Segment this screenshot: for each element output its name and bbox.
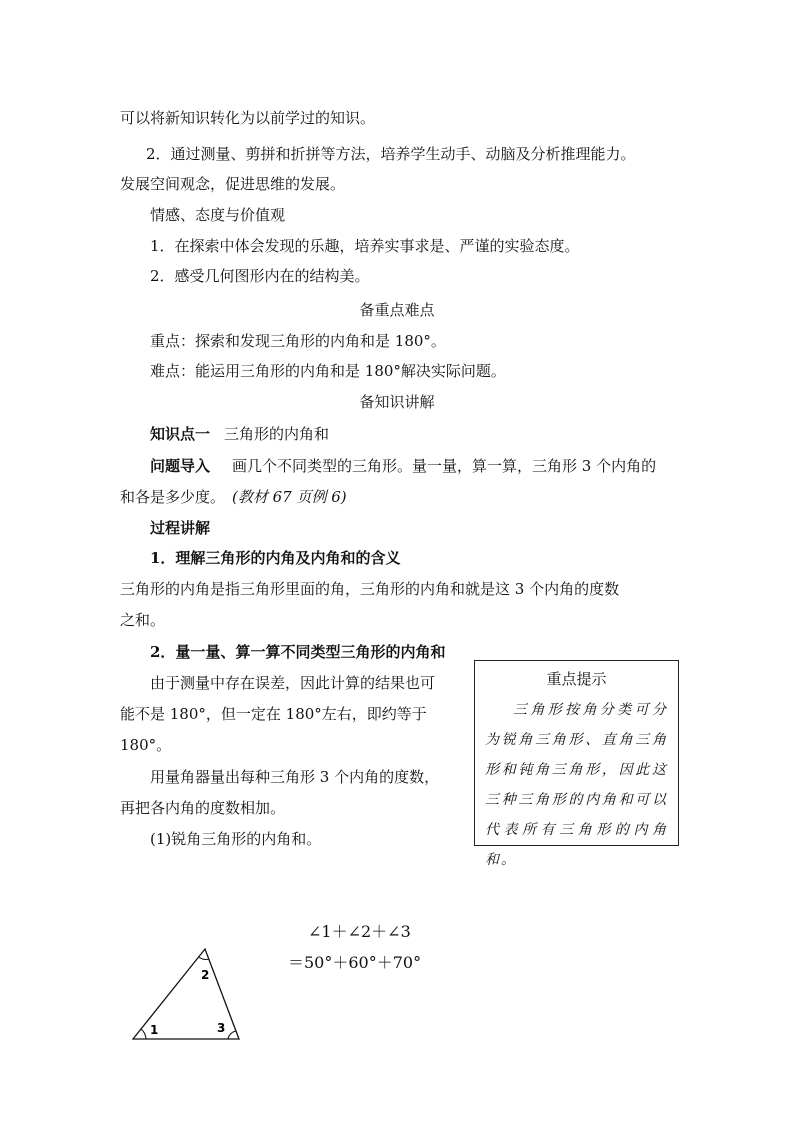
text-line: 能不是 180°，但一定在 180°左右，即约等于 bbox=[120, 705, 427, 723]
question-label: 问题导入 bbox=[150, 457, 211, 475]
textbook-reference: (教材 67 页例 6) bbox=[232, 488, 347, 506]
angle-label-1: 1 bbox=[150, 1023, 159, 1037]
section-heading: 备重点难点 bbox=[359, 301, 435, 319]
text-line: 之和。 bbox=[120, 611, 166, 629]
tip-title: 重点提示 bbox=[546, 670, 607, 688]
key-tip-box bbox=[474, 660, 679, 868]
text-line: 和各是多少度。 bbox=[120, 488, 226, 506]
knowledge-point-title: 三角形的内角和 bbox=[224, 425, 330, 443]
text-line: 发展空间观念，促进思维的发展。 bbox=[120, 175, 346, 193]
angle-arc-3 bbox=[228, 1031, 236, 1039]
section-heading: 备知识讲解 bbox=[359, 393, 435, 411]
text-line: 由于测量中存在误差，因此计算的结果也可 bbox=[150, 674, 436, 692]
subheading: 情感、态度与价值观 bbox=[150, 206, 286, 224]
text-line: 重点：探索和发现三角形的内角和是 180°。 bbox=[150, 332, 446, 350]
text-line: 用量角器量出每种三角形 3 个内角的度数， bbox=[150, 768, 440, 786]
angle-label-3: 3 bbox=[217, 1021, 226, 1035]
text-line: 三角形的内角是指三角形里面的角，三角形的内角和就是这 3 个内角的度数 bbox=[120, 580, 620, 598]
text-line: 180°。 bbox=[120, 736, 172, 754]
text-line: 难点：能运用三角形的内角和是 180°解决实际问题。 bbox=[150, 362, 506, 380]
knowledge-point-label: 知识点一 bbox=[150, 425, 211, 443]
text-line: 再把各内角的度数相加。 bbox=[120, 799, 286, 817]
text-line: 画几个不同类型的三角形。量一量，算一算，三角形 3 个内角的 bbox=[232, 457, 657, 475]
subheading: 1．理解三角形的内角及内角和的含义 bbox=[150, 549, 401, 567]
angle-label-2: 2 bbox=[201, 968, 210, 982]
tip-body: 三角形按角分类可分为锐角三角形、直角三角形和钝角三角形，因此这三种三角形的内角和可以代表所有三角形的内角和。 bbox=[485, 702, 668, 868]
text-line: 1．在探索中体会发现的乐趣，培养实事求是、严谨的实验态度。 bbox=[150, 237, 580, 255]
angle-arc-1 bbox=[141, 1029, 146, 1039]
angle-sum-values: ＝50°＋60°＋70° bbox=[288, 953, 422, 972]
subheading: 过程讲解 bbox=[150, 519, 211, 537]
text-line: 2．感受几何图形内在的结构美。 bbox=[150, 267, 370, 285]
text-line: 2．通过测量、剪拼和折拼等方法，培养学生动手、动脑及分析推理能力。 bbox=[146, 145, 636, 163]
subheading: 2．量一量、算一算不同类型三角形的内角和 bbox=[150, 643, 446, 661]
angle-sum-equation: ∠1＋∠2＋∠3 bbox=[308, 922, 411, 941]
text-line: (1)锐角三角形的内角和。 bbox=[150, 830, 322, 848]
triangle-outline bbox=[133, 949, 239, 1039]
text-line: 可以将新知识转化为以前学过的知识。 bbox=[120, 109, 376, 127]
angle-arc-2 bbox=[199, 957, 209, 959]
